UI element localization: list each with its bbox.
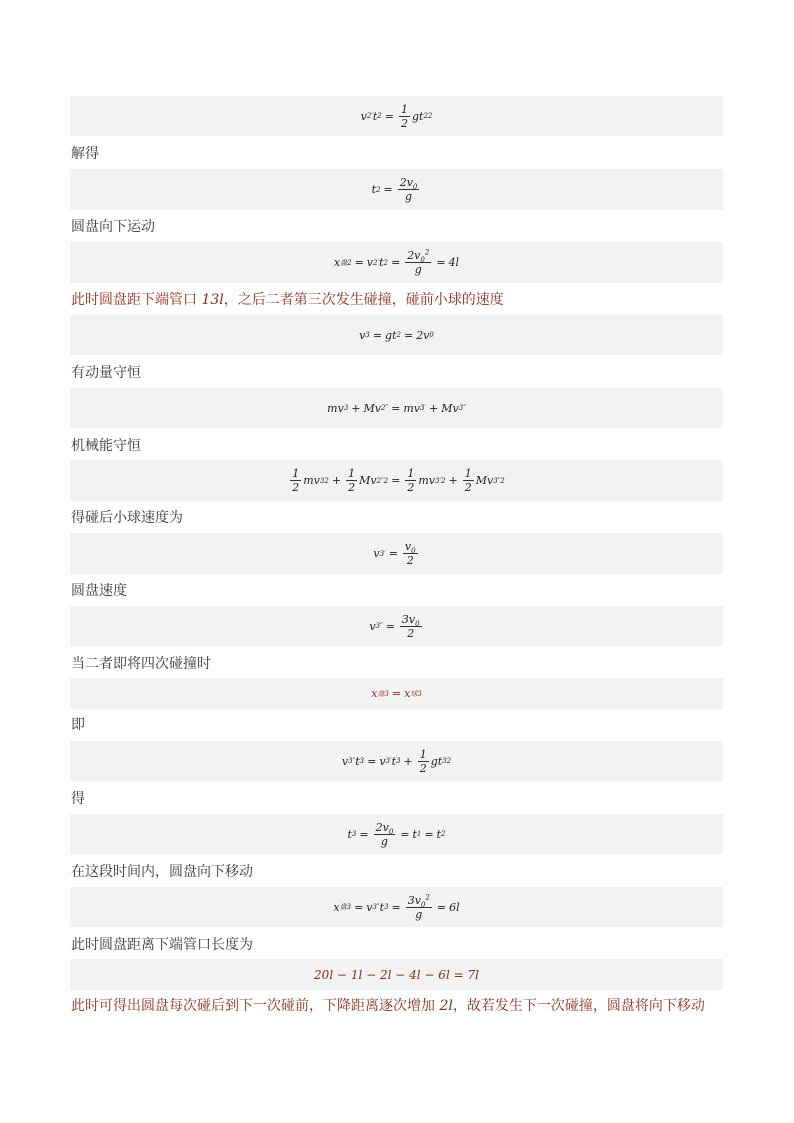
text-line: 解得 [71, 146, 99, 162]
text-line: 此时圆盘距下端管口 13l，之后二者第三次发生碰撞，碰前小球的速度 [71, 292, 504, 308]
formula-block [70, 388, 723, 428]
formula-block [70, 315, 723, 355]
formula-block [70, 606, 723, 646]
formula-6: $\frac{1}{2}$ mv 3 2 + $\frac{1}{2}$ Mv 2 ″2 = $\frac{1}{2}$ mv 3 ′2 + $\frac{1}{2}$ Mv 3 ″2 [292, 467, 505, 494]
formula-block [70, 460, 723, 501]
text-line: 有动量守恒 [71, 365, 141, 381]
formula-block [70, 242, 723, 283]
formula-block [70, 814, 723, 854]
text-line: 圆盘向下运动 [71, 219, 155, 235]
text-line: 即 [71, 717, 85, 733]
text-line: 机械能守恒 [71, 438, 141, 454]
text-line: 圆盘速度 [71, 583, 127, 599]
formula-block [70, 741, 723, 781]
formula-3: x 盘2 = v 2 ′ t 2 = $\frac{2v_0^2}{g}$ = 4l [333, 248, 460, 276]
text-line: 当二者即将四次碰撞时 [71, 656, 211, 672]
formula-9: x 盘3 = x 球3 [371, 687, 422, 700]
formula-2: t 2 = $\frac{2v_0}{g}$ [371, 176, 418, 203]
formula-block [70, 169, 723, 210]
formula-1: v 2 ′ t 2 = $\frac{1}{2}$ gt 2 2 [360, 102, 433, 130]
formula-4: v 3 = gt 2 = 2v 0 [359, 328, 434, 342]
formula-5: mv 3 + Mv 2 ″ = mv 3 ′ + Mv 3 ″ [327, 401, 466, 415]
formula-block [70, 678, 723, 709]
formula-13: 20l − 1l − 2l − 4l − 6l = 7l [314, 967, 479, 982]
formula-block [70, 887, 723, 927]
text-line: 此时圆盘距离下端管口长度为 [71, 937, 253, 953]
formula-10: v 3 ″ t 3 = v 3 ′ t 3 + $\frac{1}{2}$ gt 3 2 [341, 747, 452, 775]
formula-block [70, 533, 723, 574]
text-line: 得 [71, 791, 85, 807]
formula-8: v 3 ″ = $\frac{3v_0}{2}$ [369, 612, 420, 640]
formula-block [70, 959, 723, 990]
formula-block [70, 96, 723, 136]
formula-11: t 3 = $\frac{2v_0}{g}$ = t 1 = t 2 [347, 820, 446, 848]
formula-7: v 3 ′ = $\frac{v_0}{2}$ [373, 540, 416, 567]
text-line: 在这段时间内，圆盘向下移动 [71, 864, 253, 880]
text-line: 此时可得出圆盘每次碰后到下一次碰前，下降距离逐次增加 2l，故若发生下一次碰撞，圆盘将向下移动 [71, 998, 705, 1014]
text-line: 得碰后小球速度为 [71, 510, 183, 526]
formula-12: x 盘3 = v 3 ″ t 3 = $\frac{3v_0^2}{g}$ = 6l [333, 892, 460, 921]
